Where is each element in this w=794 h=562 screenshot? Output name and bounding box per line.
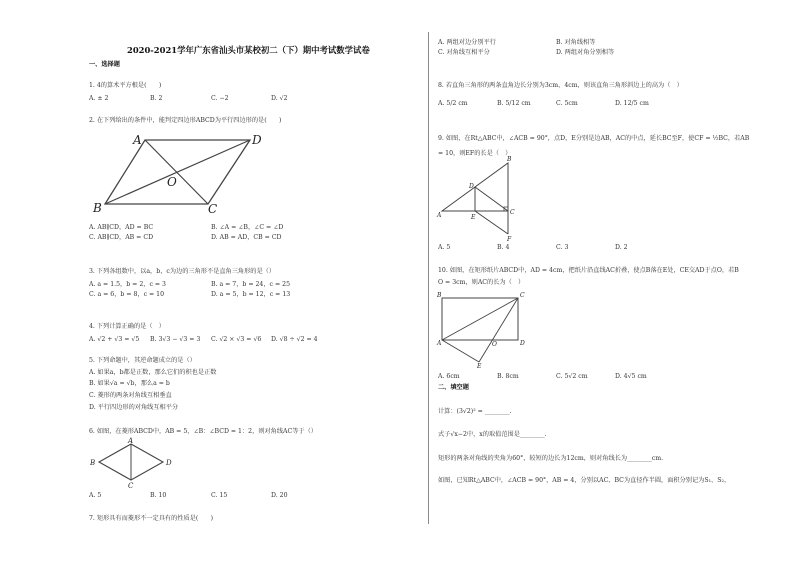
- q4-stem: 4. 下列计算正确的是（ ）: [89, 323, 165, 330]
- q9-option-a: A. 5: [438, 244, 451, 251]
- q4-option-c: C. √2 × √3 = √6: [211, 336, 262, 343]
- q10-label-a: A: [437, 340, 442, 347]
- q3-option-b: B. a = 7，b = 24，c = 25: [211, 281, 291, 288]
- q1-option-c: C. −2: [211, 95, 229, 102]
- q10-rectangle-figure: [436, 292, 526, 368]
- q5-option-d: D. 平行四边形的对角线互相平分: [89, 404, 179, 411]
- q6-rhombus-figure: [88, 437, 188, 490]
- q2-option-a: A. AB∥CD，AD = BC: [89, 224, 154, 231]
- q9-stem-line1: 9. 如图，在Rt△ABC中，∠ACB = 90°，点D，E分别是边AB，AC的中点，延长BC至F，使CF = ½BC，若AB: [438, 135, 750, 142]
- q10-option-b: B. 8cm: [497, 373, 519, 380]
- q2-label-a: A: [133, 133, 142, 147]
- q7-option-b: B. 对角线相等: [556, 39, 596, 46]
- q5-option-b: B. 如果√a = √b，那么a = b: [89, 380, 170, 387]
- section-choice-heading: 一、选择题: [89, 61, 120, 68]
- q10-segment-ae: [442, 340, 479, 362]
- q3-stem: 3. 下列各组数中，以a，b，c为边的三角形不是直角三角形的是（）: [89, 268, 276, 275]
- q9-segment-dc: [475, 187, 508, 211]
- q4-option-d: D. √8 ÷ √2 = 4: [271, 336, 318, 343]
- q2-label-d: D: [252, 133, 262, 147]
- q10-label-d: D: [520, 340, 525, 347]
- q9-stem-line2: = 10，则EF的长是（ ）: [438, 150, 512, 157]
- q9-triangle-figure: [436, 158, 526, 242]
- q2-option-c: C. AB∥CD，AB = CD: [89, 234, 154, 241]
- q10-segment-ce: [479, 298, 518, 362]
- q2-label-c: C: [208, 202, 218, 216]
- fill-question-2: 式子√x−2中，x的取值范围是________.: [438, 431, 547, 438]
- q7-stem: 7. 矩形具有而菱形不一定具有的性质是( ): [89, 515, 214, 522]
- q2-option-d: D. AB = AD，CB = CD: [211, 234, 282, 241]
- q2-parallelogram-figure: [90, 132, 270, 216]
- q8-option-d: D. 12/5 cm: [615, 100, 649, 107]
- q9-segment-ef: [475, 211, 508, 234]
- q6-label-a: A: [128, 437, 134, 445]
- fill-question-3: 矩形的两条对角线的夹角为60°，较短的边长为12cm，则对角线长为________cm.: [438, 455, 664, 462]
- q1-option-d: D. √2: [271, 95, 288, 102]
- q6-option-d: D. 20: [271, 492, 288, 499]
- q1-option-b: B. 2: [150, 95, 163, 102]
- q5-option-a: A. 如果a，b都是正数，那么它们的积也是正数: [89, 369, 217, 376]
- q2-label-o: O: [167, 175, 177, 189]
- q1-option-a: A. ± 2: [89, 95, 109, 102]
- q9-option-d: D. 2: [615, 244, 628, 251]
- q4-option-b: B. 3√3 − √3 = 3: [150, 336, 201, 343]
- q3-option-c: C. a = 6，b = 8，c = 10: [89, 291, 165, 298]
- q5-option-c: C. 菱形的两条对角线互相垂直: [89, 392, 172, 399]
- q3-option-a: A. a = 1.5，b = 2，c = 3: [89, 281, 166, 288]
- q2-stem: 2. 在下列给出的条件中，能判定四边形ABCD为平行四边形的是( ): [89, 117, 282, 124]
- q6-label-d: D: [166, 459, 172, 467]
- q8-option-b: B. 5/12 cm: [497, 100, 531, 107]
- fill-question-4: 如图，已知Rt△ABC中，∠ACB = 90°，AB = 4，分别以AC、BC为直径作半圆，面积分别记为S₁、S₂，: [438, 477, 731, 484]
- q8-stem: 8. 若直角三角形的两条直角边长分别为3cm，4cm，则该直角三角形斜边上的高为（ ）: [438, 82, 683, 89]
- q9-label-a: A: [437, 212, 442, 219]
- q8-option-a: A. 5/2 cm: [438, 100, 468, 107]
- q6-stem: 6. 如图，在菱形ABCD中，AB = 5，∠B：∠BCD = 1：2，则对角线AC等于（）: [89, 428, 317, 435]
- q6-label-b: B: [90, 459, 96, 467]
- q6-option-c: C. 15: [211, 492, 228, 499]
- q6-label-c: C: [128, 482, 134, 490]
- q10-label-b: B: [437, 292, 442, 299]
- q10-option-a: A. 6cm: [438, 373, 460, 380]
- q9-label-c: C: [510, 209, 515, 216]
- q10-option-c: C. 5√2 cm: [556, 373, 588, 380]
- q6-option-b: B. 10: [150, 492, 167, 499]
- q10-label-c: C: [520, 292, 525, 299]
- q10-stem-line1: 10. 如图，在矩形纸片ABCD中，AD = 4cm，把纸片沿直线AC折叠，使点B落在E处，CE交AD于点O，若B: [438, 267, 739, 274]
- q7-option-a: A. 两组对边分别平行: [438, 39, 496, 46]
- q1-stem: 1. 4的算术平方根是( ): [89, 82, 162, 89]
- q10-option-d: D. 4√5 cm: [615, 373, 647, 380]
- q9-label-d: D: [469, 183, 474, 190]
- q10-label-o: O: [492, 341, 497, 348]
- q6-option-a: A. 5: [89, 492, 102, 499]
- q9-option-b: B. 4: [497, 244, 510, 251]
- q2-label-b: B: [93, 201, 102, 215]
- q4-option-a: A. √2 + √3 = √5: [89, 336, 140, 343]
- q5-stem: 5. 下列命题中，其逆命题成立的是（）: [89, 357, 196, 364]
- q10-stem-line2: O = 3cm，则AC的长为（ ）: [438, 279, 525, 286]
- q8-option-c: C. 5cm: [556, 100, 578, 107]
- section-fill-heading: 二、填空题: [438, 384, 469, 391]
- q2-option-b: B. ∠A = ∠B，∠C = ∠D: [211, 224, 284, 231]
- q3-option-d: D. a = 5，b = 12，c = 13: [211, 291, 291, 298]
- q9-label-f: F: [507, 236, 512, 243]
- column-divider: [428, 32, 429, 524]
- exam-title: 2020-2021学年广东省汕头市某校初二（下）期中考试数学试卷: [127, 45, 370, 55]
- q10-label-e: E: [477, 363, 482, 370]
- q10-diagonal-ac: [442, 298, 518, 340]
- q7-option-d: D. 两组对角分别相等: [556, 49, 615, 56]
- fill-question-1: 计算：(3√2)² = ________.: [438, 408, 512, 415]
- q9-label-b: B: [507, 156, 512, 163]
- q7-option-c: C. 对角线互相平分: [438, 49, 490, 56]
- q9-label-e: E: [471, 214, 476, 221]
- q9-option-c: C. 3: [556, 244, 569, 251]
